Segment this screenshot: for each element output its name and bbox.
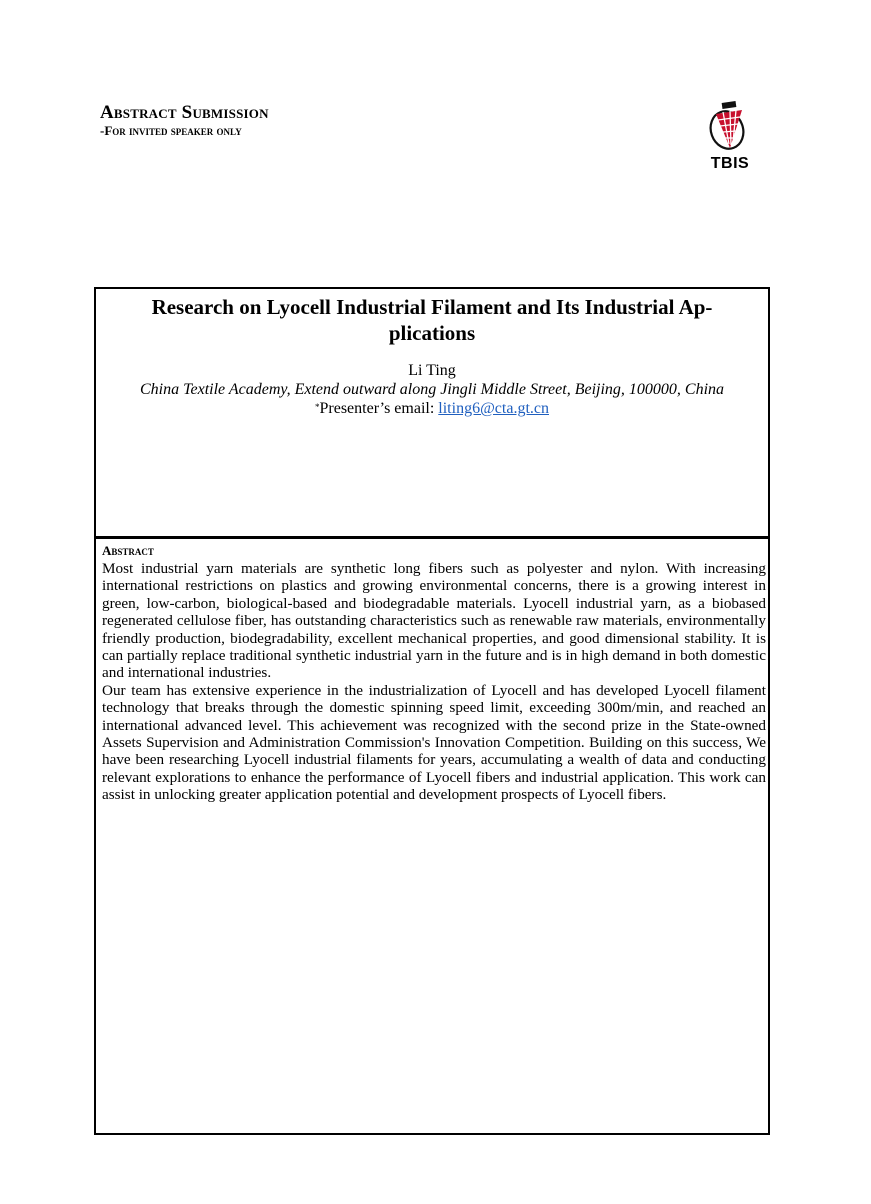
submission-subtitle: -For invited speaker only xyxy=(100,123,242,138)
email-label: Presenter’s email: xyxy=(319,400,439,417)
logo-text: TBIS xyxy=(710,155,750,172)
abstract-paragraph-2: Our team has extensive experience in the industrialization of Lyocell and has developed Lyocell filament technology that breaks through the domestic spinning speed limit, exceeding 300m/min, and reached an international advanced level. This achievement was recognized with the second prize in the State-owned Assets Supervision and Administration Commission's Innovation Competition. Building on this success, We have been researching Lyocell industrial filaments for years, accumulating a wealth of data and conducting relevant explorations to enhance the performance of Lyocell fibers and industrial application. This work can assist in unlocking greater application potential and development prospects of Lyocell fibers. xyxy=(102,681,766,804)
email-marker: * xyxy=(315,402,320,412)
paper-title xyxy=(106,294,758,346)
page-header xyxy=(100,102,269,138)
paper-title-line-2: plications xyxy=(388,321,476,345)
tbis-logo xyxy=(700,98,760,174)
presenter-email-line xyxy=(96,400,768,418)
email-link[interactable]: liting6@cta.gt.cn xyxy=(438,400,549,417)
title-box xyxy=(94,287,770,537)
abstract-body xyxy=(102,560,766,804)
abstract-paragraph-1: Most industrial yarn materials are synthetic long fibers such as polyester and nylon. With increasing international restrictions on plastics and growing environmental concerns, there is a growing interest in green, low-carbon, biological-based and biodegradable materials. Lyocell industrial yarn, as a biobased regenerated cellulose fiber, has outstanding characteristics such as renewable raw materials, environmentally friendly production, biodegradability, excellent mechanical properties, and good dimensional stability. It is can partially replace traditional synthetic industrial yarn in the future and is in high demand in both domestic and international industries. xyxy=(102,560,766,682)
abstract-heading: Abstract xyxy=(102,543,154,558)
abstract-box xyxy=(94,539,770,1135)
author-affiliation: China Textile Academy, Extend outward along Jingli Middle Street, Beijing, 100000, China xyxy=(139,381,725,398)
submission-title: Abstract Submission xyxy=(100,102,269,123)
tbis-logo-icon xyxy=(700,98,760,156)
author-name: Li Ting xyxy=(408,362,456,379)
paper-title-line-1: Research on Lyocell Industrial Filament and Its Industrial Ap- xyxy=(151,295,713,319)
